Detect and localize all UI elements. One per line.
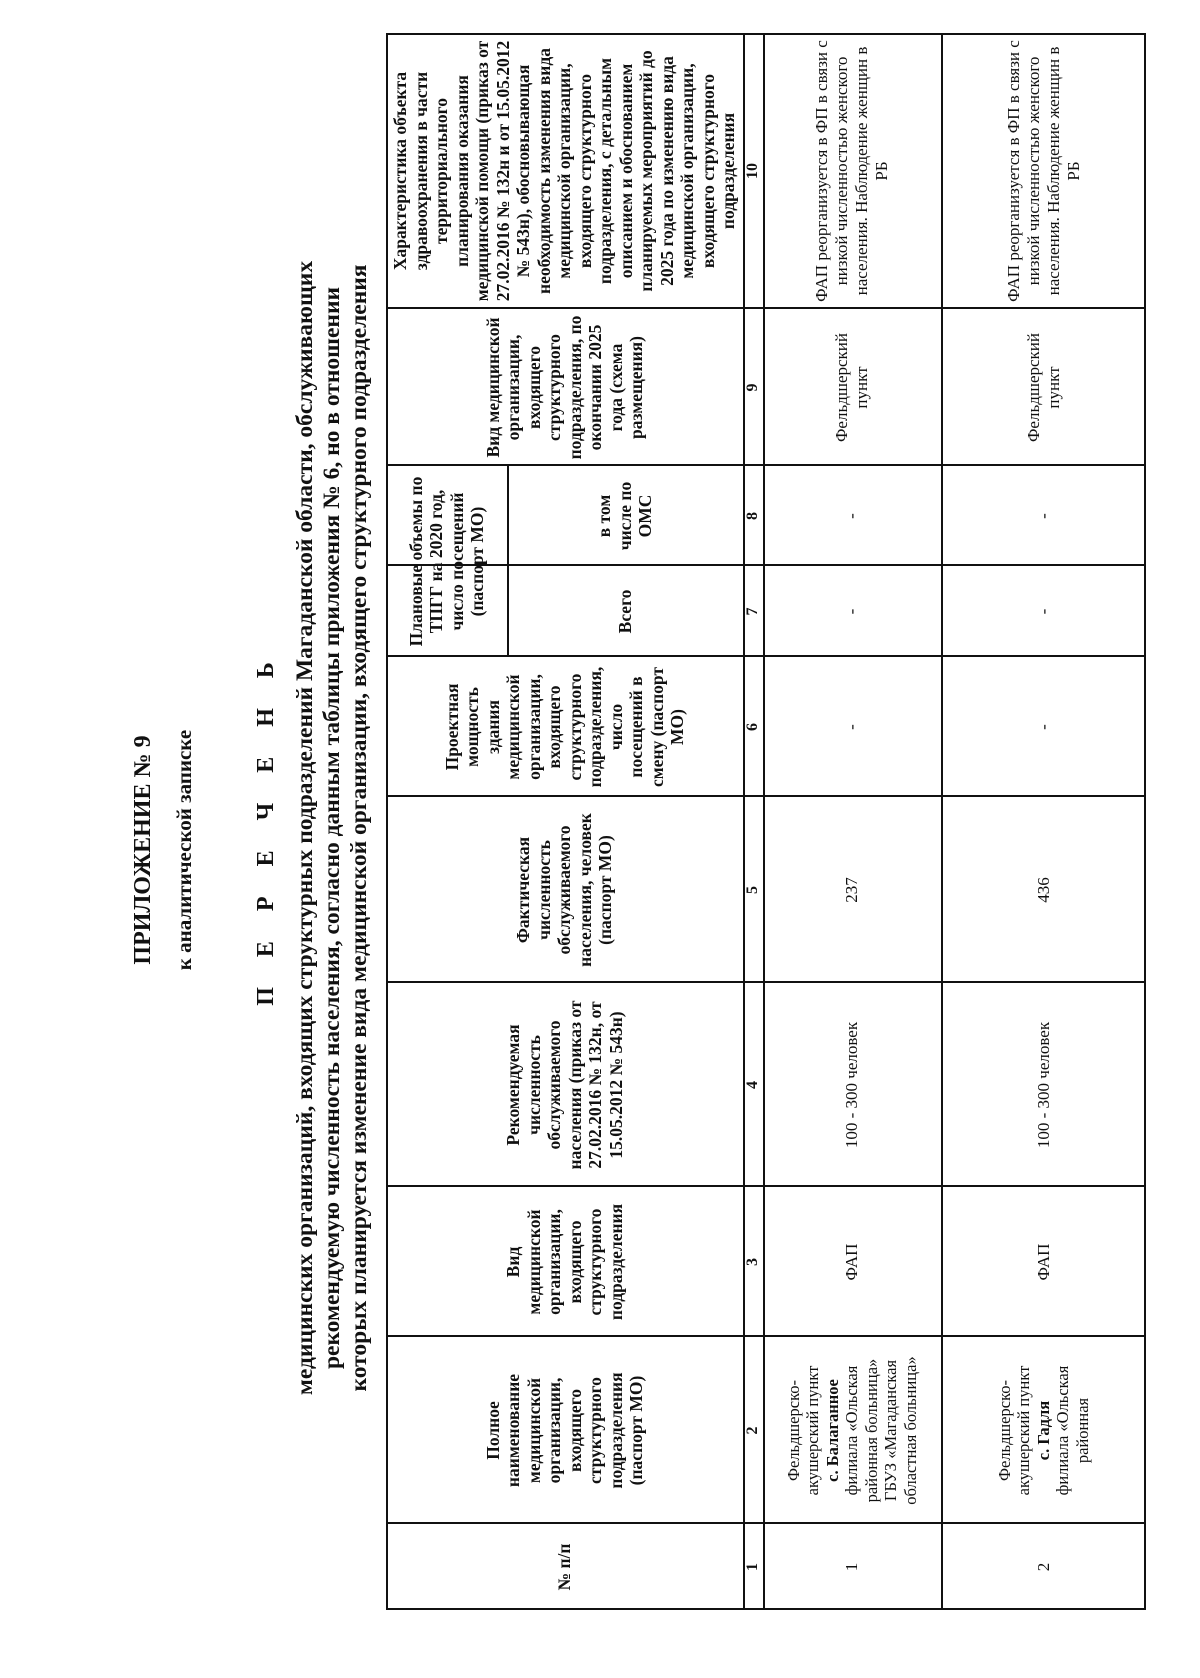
header-org-type: Вид медицинской организации, входящего структурного подразделения [503,1203,626,1321]
header-number: № п/п [554,1543,575,1591]
column-number: 3 [744,1258,761,1266]
facility-name [941,1337,1146,1524]
column-number: 7 [744,607,761,616]
facility-name-type: Фельдшерско-акушерский пункт [783,1365,823,1496]
header-actual-population: Фактическая численность обслуживаемого населения, человек (паспорт МО) [513,813,616,967]
header-design-capacity: Проектная мощность здания медицинской организации, входящего структурного подразделения, число посещений в смену (паспорт МО) [441,666,687,788]
list-heading: П Е Р Е Ч Е Н Ь [253,650,279,1006]
characteristic-value: ФАП реорганизуется в ФП в связи с низкой численностью женского населения. Наблюдение женщин в РБ [1003,40,1083,302]
column-number: 6 [744,723,761,731]
intro-line: которых планируется изменение вида медицинской организации, входящего структурного подразделения [346,264,372,1392]
header-total: Всего [614,589,635,634]
row-number: 1 [842,1562,861,1572]
facility-name-branch: филиала «Ольская районная [1053,1365,1092,1496]
column-number: 9 [744,383,761,392]
facility-name [763,1337,941,1524]
header-oms: в том числе по ОМС [594,481,656,551]
capacity-value: - [1033,724,1053,730]
appendix-title: ПРИЛОЖЕНИЕ № 9 [130,735,156,965]
header-recommended-population: Рекомендуемая численность обслуживаемого населения (приказ от 27.02.2016 № 132н, от 15.05.2012 № 543н) [503,1000,626,1170]
recommended-value: 100 - 300 человек [842,1021,861,1149]
oms-value: - [1033,513,1053,519]
column-number: 1 [744,1563,761,1571]
facility-name-village: с. Балаганное [822,1379,842,1482]
header-type-2025: Вид медицинской организации, входящего структурного подразделения, по окончании 2025 года (схема размещения) [482,315,646,460]
capacity-value: - [842,724,861,730]
header-full-name: Полное наименование медицинской организации, входящего структурного подразделения (паспорт МО) [482,1372,646,1489]
facility-name-village: с. Гадля [1033,1400,1053,1461]
column-number: 2 [744,1426,761,1435]
column-number: 10 [744,163,761,179]
oms-value: - [842,513,861,519]
actual-value: 237 [842,877,861,903]
total-value: - [842,608,861,615]
org-type-value: ФАП [1033,1243,1053,1281]
recommended-value: 100 - 300 человек [1033,1021,1053,1149]
appendix-subtitle: к аналитической записке [172,729,196,971]
header-planned-volumes: Плановые объемы по ТПГГ на 2020 год, число посещений (паспорт МО) [405,476,487,647]
facility-name-branch: филиала «Ольская районная больница» ГБУЗ «Магаданская областная больница» [842,1356,920,1505]
facility-name-type: Фельдшерско-акушерский пункт [994,1365,1034,1496]
column-number: 5 [744,886,761,894]
header-characteristic: Характеристика объекта здравоохранения в части территориального планирования оказания медицинской помощи (приказ от 27.02.2016 № 132н и от 15.05.2012 № 543н), обосновывающая необходимость изменения вида медицинской организации, входящего структурного подразделения, с детальным описанием и обоснованием планируемых мероприятий до 2025 года по изменению вида медицинской организации, входящего структурного подразделения [390,40,739,302]
data-table [386,33,1146,1610]
row-number: 2 [1033,1562,1053,1572]
intro-line: медицинских организаций, входящих структурных подразделений Магаданской области, обслуживающих [292,260,318,1396]
column-number: 4 [744,1081,761,1089]
characteristic-value: ФАП реорганизуется в ФП в связи с низкой численностью женского населения. Наблюдение женщин в РБ [812,40,891,302]
total-value: - [1033,608,1053,615]
type-2025-value: Фельдшерский пункт [1023,333,1063,442]
column-number: 8 [744,512,761,520]
intro-line: рекомендуемую численность населения, согласно данным таблицы приложения № 6, но в отношении [319,286,345,1370]
type-2025-value: Фельдшерский пункт [832,333,871,442]
actual-value: 436 [1033,877,1053,903]
org-type-value: ФАП [842,1243,861,1281]
